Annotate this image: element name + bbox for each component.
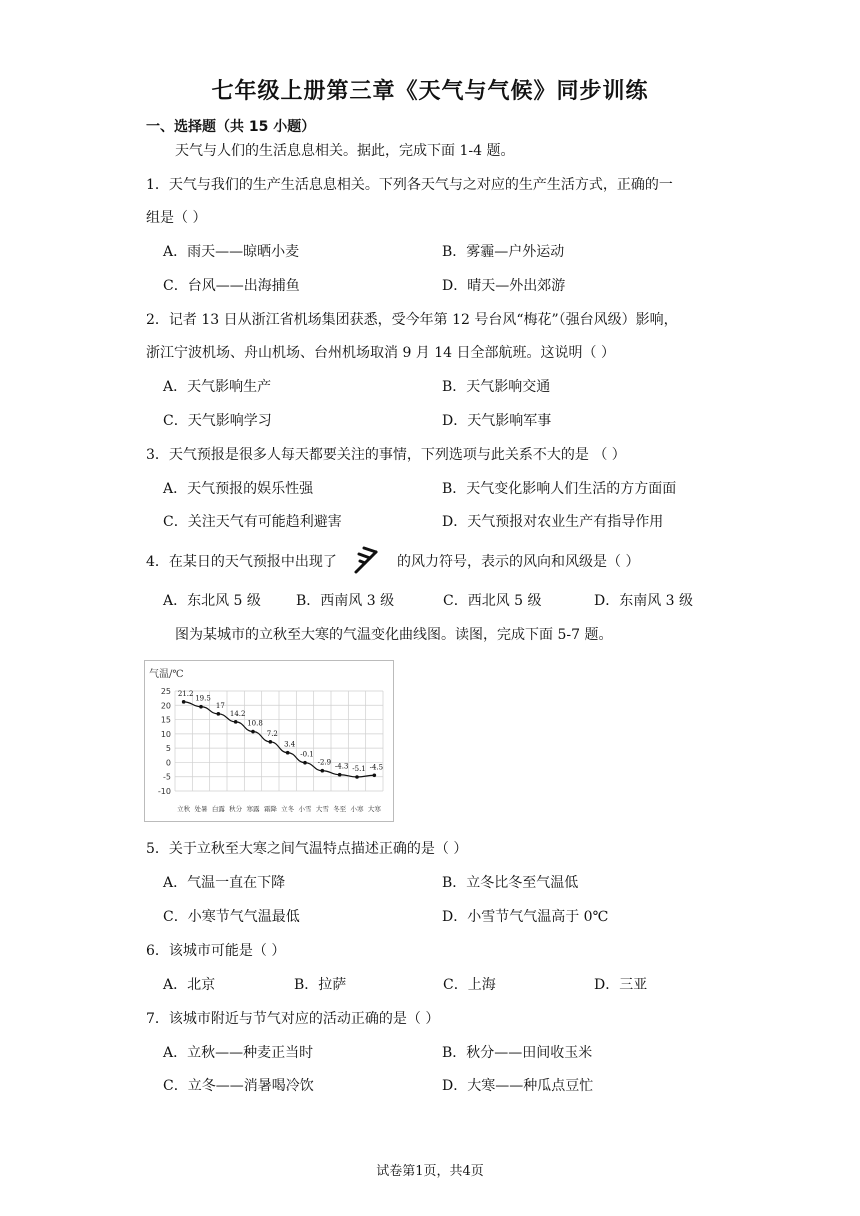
data-label: -2.9 xyxy=(317,758,332,767)
data-label: -5.1 xyxy=(352,765,366,773)
data-point xyxy=(355,775,359,779)
question-4-stem-cont: 的风力符号，表示的风向和风级是（ ） xyxy=(397,554,640,570)
data-label: 19.5 xyxy=(195,694,211,703)
q4-option-a[interactable]: A．东北风 5 级 xyxy=(163,593,261,609)
question-3-stem: 3．天气预报是很多人每天都要关注的事情，下列选项与此关系不大的是 （ ） xyxy=(146,447,626,463)
y-tick-label: 20 xyxy=(160,701,171,711)
question-6-stem: 6．该城市可能是（ ） xyxy=(146,943,286,959)
q1-option-b[interactable]: B．雾霾—户外运动 xyxy=(442,244,565,260)
temperature-chart xyxy=(144,660,394,822)
x-tick-label: 寒露 xyxy=(246,805,260,813)
y-tick-label: 10 xyxy=(160,729,171,739)
data-point xyxy=(303,761,307,765)
data-point xyxy=(234,720,238,724)
x-tick-label: 白露 xyxy=(211,805,225,813)
data-point xyxy=(182,700,186,704)
data-point xyxy=(286,751,290,755)
data-label: -0.1 xyxy=(300,750,314,759)
q5-option-b[interactable]: B．立冬比冬至气温低 xyxy=(442,875,579,891)
data-label: 3.4 xyxy=(284,740,296,749)
q3-option-a[interactable]: A．天气预报的娱乐性强 xyxy=(163,481,314,497)
y-tick-label: 5 xyxy=(165,744,171,754)
question-2-stem-cont: 浙江宁波机场、舟山机场、台州机场取消 9 月 14 日全部航班。这说明（ ） xyxy=(146,345,615,361)
q6-option-c[interactable]: C．上海 xyxy=(443,977,496,993)
data-point xyxy=(269,740,273,744)
question-2-stem: 2．记者 13 日从浙江省机场集团获悉，受今年第 12 号台风“梅花”（强台风级）影响， xyxy=(146,312,678,328)
chart-canvas xyxy=(145,661,393,821)
q1-option-c[interactable]: C．台风——出海捕鱼 xyxy=(163,278,300,294)
x-tick-label: 大寒 xyxy=(367,805,381,813)
y-tick-label: 25 xyxy=(160,687,171,696)
q3-option-d[interactable]: D．天气预报对农业生产有指导作用 xyxy=(442,514,664,530)
intro-text-1: 天气与人们的生活息息相关。据此，完成下面 1-4 题。 xyxy=(175,143,515,159)
y-tick-label: -5 xyxy=(163,772,171,782)
data-label: -4.5 xyxy=(369,763,384,772)
q7-option-b[interactable]: B．秋分——田间收玉米 xyxy=(442,1045,593,1061)
data-label: 17 xyxy=(215,701,225,710)
x-tick-label: 立秋 xyxy=(177,805,191,813)
data-label: 21.2 xyxy=(177,689,194,698)
x-tick-label: 小雪 xyxy=(298,805,312,813)
x-tick-label: 秋分 xyxy=(229,805,243,813)
wind-symbol-icon xyxy=(352,544,384,576)
data-label: -4.3 xyxy=(334,762,349,771)
q2-option-a[interactable]: A．天气影响生产 xyxy=(163,379,272,395)
data-point xyxy=(321,769,325,773)
question-1-stem: 1．天气与我们的生产生活息息相关。下列各天气与之对应的生产生活方式，正确的一 xyxy=(146,177,673,193)
q7-option-a[interactable]: A．立秋——种麦正当时 xyxy=(163,1045,314,1061)
question-4-stem: 4．在某日的天气预报中出现了 xyxy=(146,554,337,570)
q2-option-b[interactable]: B．天气影响交通 xyxy=(442,379,551,395)
q5-option-a[interactable]: A．气温一直在下降 xyxy=(163,875,286,891)
x-tick-label: 小寒 xyxy=(350,805,364,813)
x-tick-label: 立冬 xyxy=(281,805,295,813)
data-point xyxy=(373,773,377,777)
q4-option-d[interactable]: D．东南风 3 级 xyxy=(594,593,694,609)
data-point xyxy=(217,712,221,716)
q5-option-c[interactable]: C．小寒节气气温最低 xyxy=(163,909,300,925)
data-point xyxy=(199,705,203,709)
q1-option-a[interactable]: A．雨天——晾晒小麦 xyxy=(163,244,300,260)
q7-option-d[interactable]: D．大寒——种瓜点豆忙 xyxy=(442,1078,594,1094)
page-title: 七年级上册第三章《天气与气候》同步训练 xyxy=(211,79,649,104)
q2-option-c[interactable]: C．天气影响学习 xyxy=(163,413,272,429)
q4-option-c[interactable]: C．西北风 5 级 xyxy=(443,593,542,609)
q3-option-b[interactable]: B．天气变化影响人们生活的方方面面 xyxy=(442,481,677,497)
y-tick-label: 15 xyxy=(160,715,171,725)
y-tick-label: 0 xyxy=(165,758,171,768)
q2-option-d[interactable]: D．天气影响军事 xyxy=(442,413,552,429)
q7-option-c[interactable]: C．立冬——消暑喝冷饮 xyxy=(163,1078,314,1094)
x-tick-label: 处暑 xyxy=(194,805,208,813)
q6-option-a[interactable]: A．北京 xyxy=(163,977,216,993)
q6-option-d[interactable]: D．三亚 xyxy=(594,977,648,993)
question-7-stem: 7．该城市附近与节气对应的活动正确的是（ ） xyxy=(146,1011,440,1027)
data-label: 10.8 xyxy=(247,719,263,728)
question-5-stem: 5．关于立秋至大寒之间气温特点描述正确的是（ ） xyxy=(146,841,468,857)
x-tick-label: 冬至 xyxy=(333,805,347,813)
intro-text-2: 图为某城市的立秋至大寒的气温变化曲线图。读图，完成下面 5-7 题。 xyxy=(175,627,613,643)
q1-option-d[interactable]: D．晴天—外出郊游 xyxy=(442,278,566,294)
data-point xyxy=(251,730,255,734)
data-label: 7.2 xyxy=(266,729,278,738)
section-heading: 一、选择题（共 15 小题） xyxy=(146,119,316,135)
q4-option-b[interactable]: B．西南风 3 级 xyxy=(296,593,395,609)
data-label: 14.2 xyxy=(229,709,246,718)
question-1-stem-cont: 组是（ ） xyxy=(146,210,207,226)
q6-option-b[interactable]: B．拉萨 xyxy=(294,977,347,993)
data-point xyxy=(338,773,342,777)
q3-option-c[interactable]: C．关注天气有可能趋利避害 xyxy=(163,514,342,530)
x-tick-label: 霜降 xyxy=(263,805,277,813)
x-tick-label: 大雪 xyxy=(315,805,329,813)
q5-option-d[interactable]: D．小雪节气气温高于 0℃ xyxy=(442,909,609,925)
page-footer: 试卷第1页，共4页 xyxy=(376,1164,484,1179)
y-tick-label: -10 xyxy=(157,787,171,796)
y-axis-label: 气温/℃ xyxy=(149,669,184,680)
